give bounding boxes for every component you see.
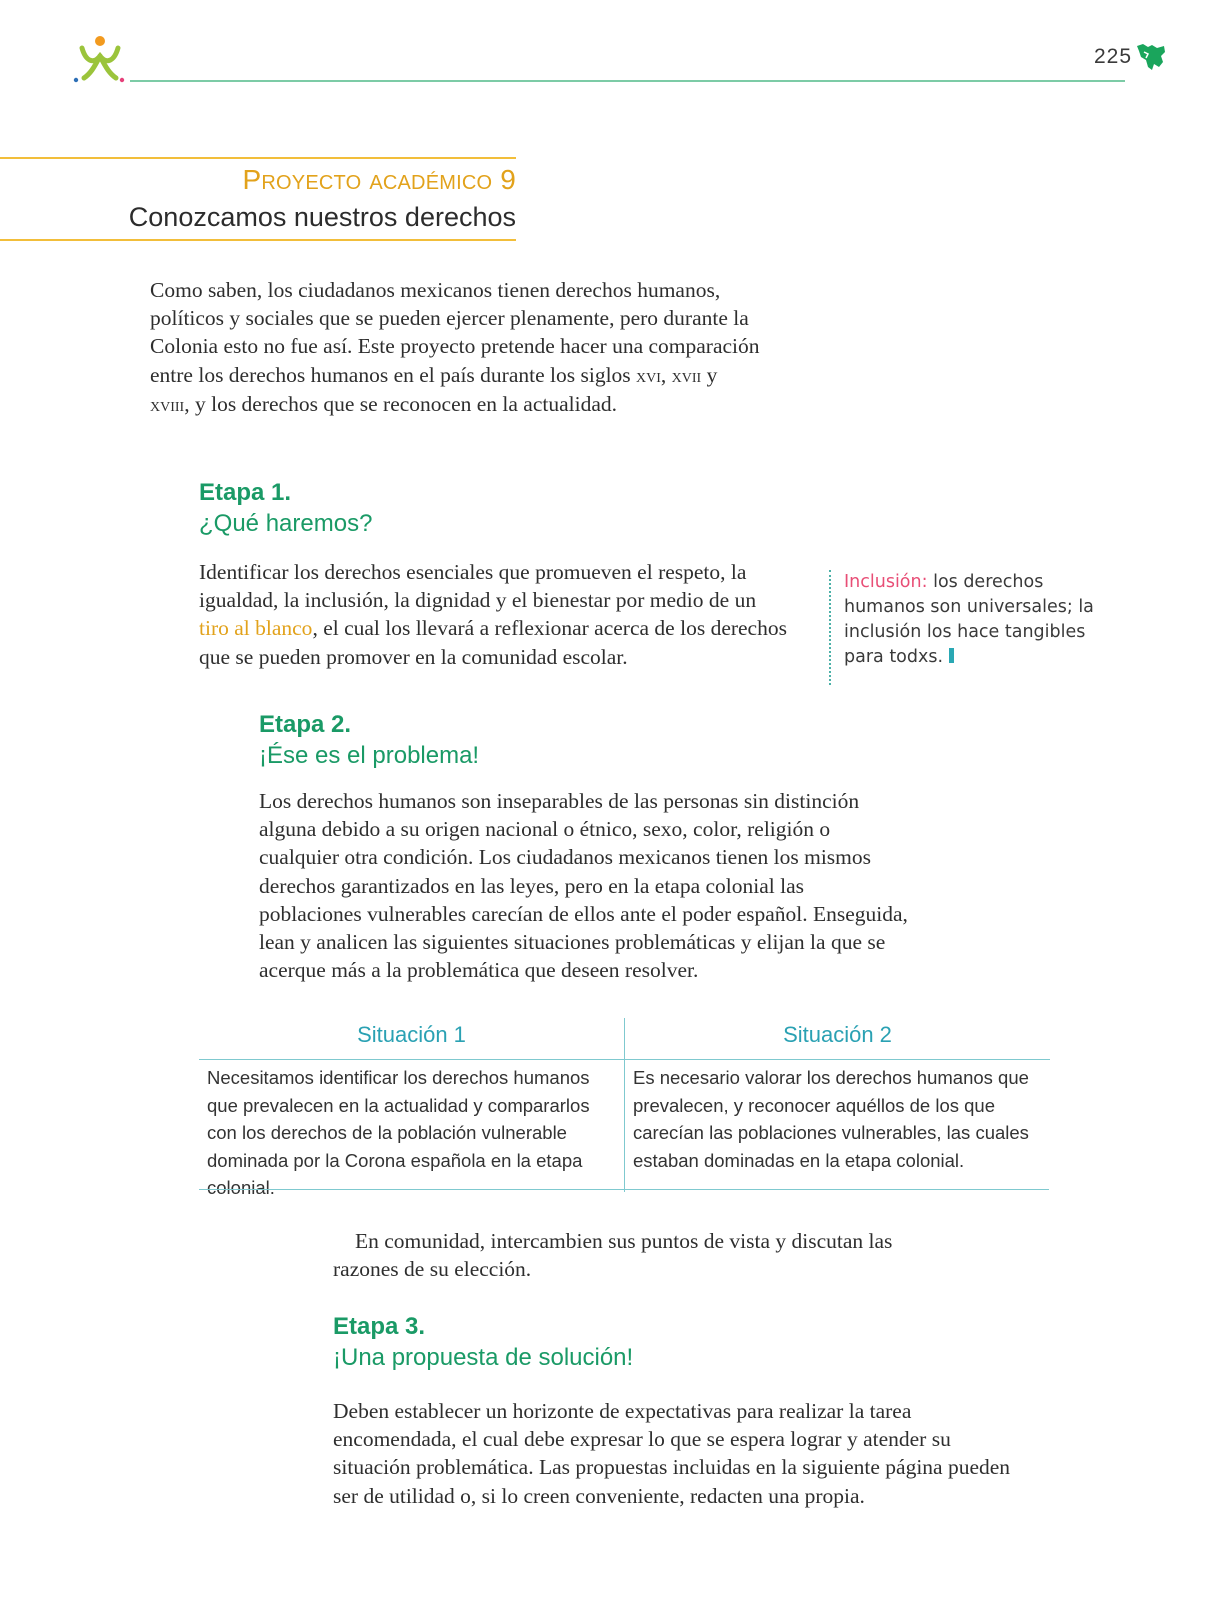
glossary-definition: los derechos humanos son universales; la inclusión los hace tangibles para todxs. (844, 572, 1094, 667)
stage-1-label: Etapa 1. (199, 479, 292, 506)
intro-paragraph (150, 276, 760, 419)
page-title: Conozcamos nuestros derechos (128, 202, 516, 232)
stage-3-subtitle: ¡Una propuesta de solución! (333, 1344, 634, 1371)
century-xvi: xvi (636, 364, 661, 387)
column-header-rule (199, 1059, 624, 1060)
stage-1-text-end: , el cual los llevará a reflexionar acerca de los derechos que se pueden promover en la comunidad escolar. (199, 616, 787, 669)
stage-3-paragraph: Deben establecer un horizonte de expectativas para realizar la tarea encomendada, el cual debe expresar lo que se espera lograr y atender su situación problemática. Las propuestas incluidas en la siguiente página pueden ser de utilidad o, si lo creen conveniente, redacten una propia. (333, 1399, 1011, 1508)
end-marker-icon (949, 648, 954, 663)
project-label: Proyecto académico 9 (242, 164, 516, 195)
title-rule-top (0, 157, 516, 159)
stage-1-text-start: Identificar los derechos esenciales que promueven el respeto, la igualdad, la inclusión, la dignidad y el bienestar por medio de un (199, 560, 757, 613)
mexico-map-icon (1134, 40, 1168, 74)
stage-1-paragraph (199, 558, 789, 671)
situation-2-text: Es necesario valorar los derechos humanos que prevalecen, y reconocer aquéllos de los que carecían las poblaciones vulnerables, las cuales estaban dominadas en la etapa colonial. (633, 1067, 1029, 1171)
intro-text-start: Como saben, los ciudadanos mexicanos tienen derechos humanos, políticos y sociales que se pueden ejercer plenamente, pero durante la Colonia esto no fue así. Este proyecto pretende hacer una comparación entre los derechos humanos en el país durante los siglos (150, 278, 760, 387)
intro-separator: y (701, 362, 718, 387)
stage-2-subtitle: ¡Ése es el problema! (259, 742, 480, 769)
stage-1-heading (199, 478, 372, 540)
situation-2-column (624, 1018, 1050, 1192)
glossary-text (844, 570, 1104, 670)
header-rule (130, 80, 1125, 82)
situations-table (199, 1018, 1049, 1198)
table-bottom-rule (199, 1189, 1049, 1190)
column-header-rule (625, 1059, 1050, 1060)
title-rule-bottom (0, 239, 516, 241)
page-number: 225 (1094, 45, 1133, 68)
stage-3-label: Etapa 3. (333, 1313, 426, 1340)
tiro-al-blanco-link[interactable]: tiro al blanco (199, 616, 313, 641)
intro-text-end: , y los derechos que se reconocen en la actualidad. (184, 391, 618, 416)
century-xvii: xvii (671, 364, 702, 387)
stage-2-paragraph: Los derechos humanos son inseparables de las personas sin distinción alguna debido a su origen nacional o étnico, sexo, color, religión o cualquier otra condición. Los ciudadanos mexicanos tienen los mismos derechos garantizados en las leyes, pero en la etapa colonial las poblaciones vulnerables carecían de ellos ante el poder español. Enseguida, lean y analicen las siguientes situaciones problemáticas y elijan la que se acerque más a la problemática que deseen resolver. (259, 789, 908, 983)
stage-2-heading (259, 710, 479, 772)
figure-logo-icon (72, 34, 128, 86)
stage-2-label: Etapa 2. (259, 711, 352, 738)
community-paragraph: En comunidad, intercambien sus puntos de vista y discutan las razones de su elección. (333, 1229, 893, 1282)
situation-2-heading: Situación 2 (783, 1022, 892, 1047)
glossary-note (829, 570, 1104, 685)
glossary-term: Inclusión: (844, 572, 928, 592)
stage-3-heading (333, 1312, 633, 1374)
situation-1-column (199, 1018, 624, 1198)
century-xviii: xviii (150, 393, 185, 416)
intro-separator: , (660, 362, 672, 387)
situation-1-text: Necesitamos identificar los derechos humanos que prevalecen en la actualidad y compararlos con los derechos de la población vulnerable dominada por la Corona española en la etapa colonial. (207, 1067, 590, 1198)
situation-1-heading: Situación 1 (357, 1022, 466, 1047)
stage-1-subtitle: ¿Qué haremos? (199, 510, 373, 537)
